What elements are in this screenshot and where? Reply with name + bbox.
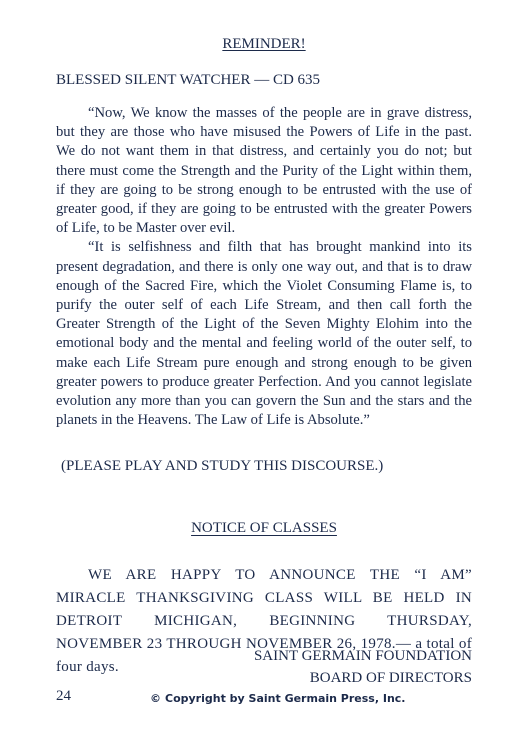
quote-paragraph-2: “It is selfishness and filth that has brought mankind into its present degradation, and there is only one way out, and that is to draw enough of the Sacred Fire, which the Violet Consuming Flame is, to purify the outer self of each Life Stream, and then call forth the Greater Strength of the Light of the Seven Mighty Elohim into the emotional body and the mental and feeling world of the outer self, to make each Life Stream pure enough and strong enough to be given greater powers to produce greater Perfection. And you cannot legislate evolution any more than you can govern the Sun and the stars and the planets in the Heavens. The Law of Life is Absolute.” [56, 239, 472, 429]
announcement-paragraph: WE ARE HAPPY TO ANNOUNCE THE “I AM” MIRACLE THANKSGIVING CLASS WILL BE HELD IN DETROIT MICHIGAN, BEGINNING THURSDAY, NOVEMBER 23 THROUGH NOVEMBER 26, 1978.— a total of four days. [56, 567, 472, 675]
reminder-subheading: BLESSED SILENT WATCHER — CD 635 [56, 72, 321, 88]
copyright-symbol: © [150, 692, 161, 705]
signature-foundation: SAINT GERMAIN FOUNDATION [253, 648, 472, 664]
page-number: 24 [56, 688, 71, 704]
copyright-notice [150, 692, 405, 705]
notice-title: NOTICE OF CLASSES [191, 520, 337, 536]
reminder-title: REMINDER! [222, 36, 306, 52]
quote-paragraph-1: “Now, We know the masses of the people are in grave distress, but they are those who have misused the Powers of Life in the past. We do not want them in that distress, and certainly you do not; but there must come the Strength and the Purity of the Light within them, if they are going to be strong enough to be entrusted with the use of greater good, if they are going to be entrusted with the greater Powers of Life, to be Master over evil. [56, 105, 472, 237]
signature-board: BOARD OF DIRECTORS [309, 670, 472, 686]
quote-body [56, 104, 472, 430]
copyright-text: Copyright by Saint Germain Press, Inc. [165, 692, 406, 705]
study-note: (PLEASE PLAY AND STUDY THIS DISCOURSE.) [61, 458, 384, 474]
